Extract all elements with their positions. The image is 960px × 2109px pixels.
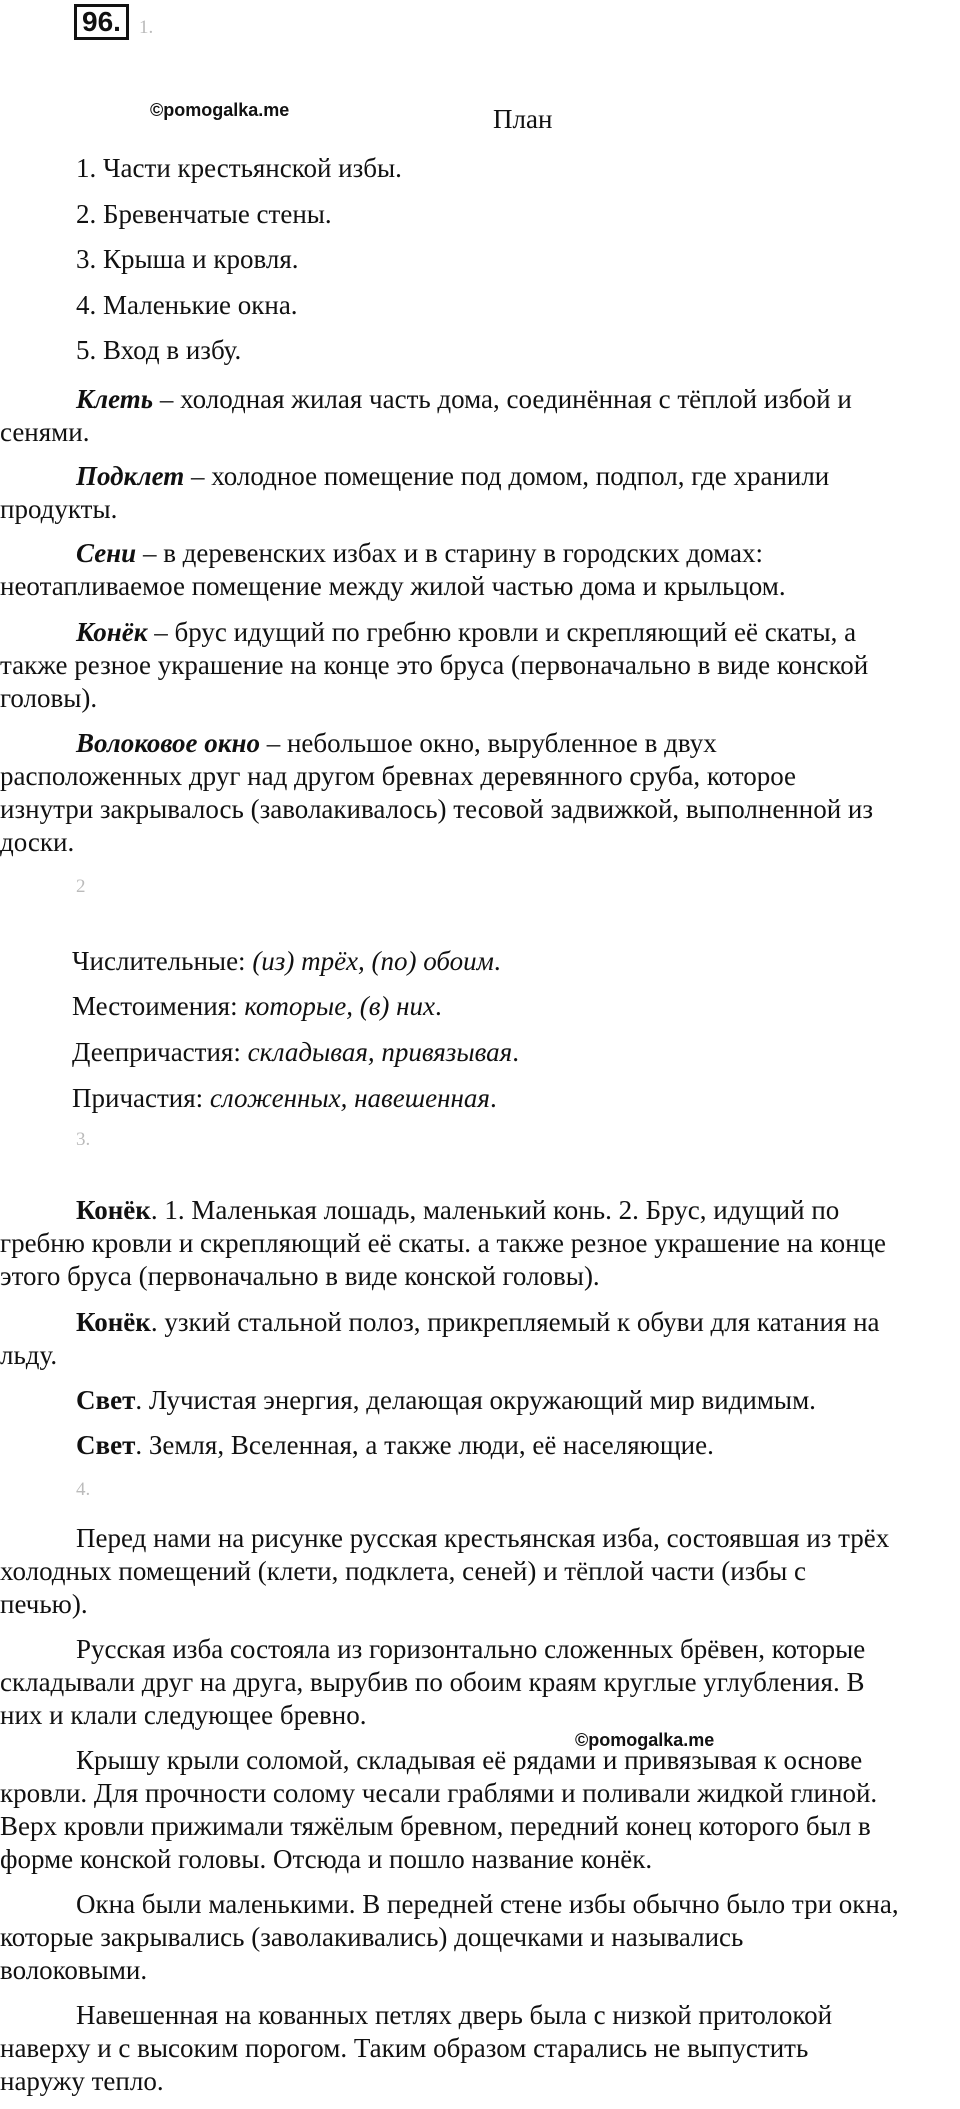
word-class-row [72, 990, 442, 1023]
definition-line [0, 493, 117, 526]
dictionary-word: Конёк [76, 1195, 151, 1225]
definition-term [76, 461, 184, 491]
paragraph-text: холодных помещений (клети, подклета, сеней) и тёплой части (избы с [0, 1556, 806, 1586]
word-class-label: Местоимения: [72, 991, 245, 1021]
definition-text: неотапливаемое помещение между жилой частью дома и крыльцом. [0, 571, 786, 601]
row-end: . [489, 1083, 497, 1113]
dictionary-word: Свет [76, 1385, 136, 1415]
section-4-label: 4. [76, 1479, 91, 1500]
definition-term [76, 728, 260, 758]
definition-line [76, 460, 829, 493]
definition-term [76, 538, 136, 568]
plan-item-text: 1. Части крестьянской избы. [76, 153, 402, 183]
paragraph-text: Перед нами на рисунке русская крестьянская изба, состоявшая из трёх [76, 1523, 890, 1553]
dictionary-line [0, 1227, 886, 1260]
definition-line [0, 760, 796, 793]
paragraph-line [76, 1999, 832, 2032]
word-class-row [72, 1082, 497, 1115]
definition-text: – холодное помещение под домом, подпол, где хранили [184, 461, 830, 491]
definition-text: изнутри закрывалось (заволакивалось) тесовой задвижкой, выполненной из [0, 794, 874, 824]
dictionary-line [76, 1306, 880, 1339]
definition-term-text: Подклет [76, 461, 185, 491]
dictionary-line [76, 1194, 839, 1227]
watermark: ©pomogalka.me [150, 100, 290, 120]
paragraph-text: волоковыми. [0, 1955, 148, 1985]
paragraph-text: Русская изба состояла из горизонтально сложенных брёвен, которые [76, 1634, 866, 1664]
definition-term-text: Сени [76, 538, 137, 568]
plan-item [76, 198, 332, 231]
definition-text: – в деревенских избах и в старину в городских домах: [136, 538, 764, 568]
word-class-row [72, 1036, 519, 1069]
dictionary-word: Свет [76, 1430, 136, 1460]
plan-item-text: 5. Вход в избу. [76, 335, 242, 365]
paragraph-text: печью). [0, 1589, 88, 1619]
dictionary-text: . Лучистая энергия, делающая окружающий мир видимым. [135, 1385, 816, 1415]
plan-item [76, 334, 241, 367]
dictionary-text: этого бруса (первоначально в виде конской головы). [0, 1261, 600, 1291]
paragraph-text: кровли. Для прочности солому чесали граблями и поливали жидкой глиной. [0, 1778, 878, 1808]
definition-line [0, 682, 97, 715]
definition-line [0, 649, 868, 682]
paragraph-line [0, 1777, 877, 1810]
definition-term-text: Волоковое окно [76, 728, 260, 758]
definition-text: также резное украшение на конце это бруса (первоначально в виде конской [0, 650, 869, 680]
plan-item [76, 243, 299, 276]
paragraph-text: форме конской головы. Отсюда и пошло название конёк. [0, 1844, 653, 1874]
dictionary-text: . узкий стальной полоз, прикрепляемый к обуви для катания на [150, 1307, 880, 1337]
exercise-number: 96. [74, 4, 129, 40]
plan-item [76, 289, 298, 322]
definition-text: – брус идущий по гребню кровли и скрепляющий её скаты, а [147, 617, 857, 647]
definition-text: расположенных друг над другом бревнах деревянного сруба, которое [0, 761, 797, 791]
section-number-4 [76, 1473, 90, 1506]
definition-term [76, 384, 153, 414]
paragraph-text: наверху и с высоким порогом. Таким образом старались не выпустить [0, 2033, 809, 2063]
section-number-1: 1. [138, 17, 154, 38]
definition-line [76, 616, 856, 649]
exercise-header [74, 4, 153, 40]
word-class-examples: которые, (в) них [244, 991, 436, 1021]
paragraph-line [0, 1954, 147, 1987]
dictionary-text: . Земля, Вселенная, а также люди, её населяющие. [135, 1430, 714, 1460]
row-end: . [512, 1037, 519, 1067]
paragraph-text: наружу тепло. [0, 2066, 164, 2096]
dictionary-text: . 1. Маленькая лошадь, маленький конь. 2. Брус, идущий по [150, 1195, 840, 1225]
paragraph-text: Крышу крыли соломой, складывая её рядами и привязывая к основе [76, 1745, 863, 1775]
dictionary-text: гребню кровли и скрепляющий её скаты. а также резное украшение на конце [0, 1228, 887, 1258]
word-class-label: Причастия: [72, 1083, 210, 1113]
paragraph-line [0, 1666, 864, 1699]
section-number-3 [76, 1123, 90, 1156]
paragraph-line [76, 1888, 899, 1921]
definition-term-text: Конёк [76, 617, 148, 647]
definition-term [76, 617, 147, 647]
paragraph-text: Навешенная на кованных петлях дверь была с низкой притолокой [76, 2000, 833, 2030]
dictionary-line [0, 1260, 600, 1293]
paragraph-text: них и клали следующее бревно. [0, 1700, 367, 1730]
word-class-examples: (из) трёх, (по) обоим [252, 946, 494, 976]
dictionary-text: льду. [0, 1340, 58, 1370]
definition-line [76, 537, 763, 570]
paragraph-line [0, 1555, 806, 1588]
paragraph-text: Окна были маленькими. В передней стене избы обычно было три окна, [76, 1889, 899, 1919]
plan-item-text: 3. Крыша и кровля. [76, 244, 299, 274]
definition-text: – небольшое окно, вырубленное в двух [259, 728, 717, 758]
paragraph-line [0, 1921, 743, 1954]
definition-line [0, 570, 786, 603]
plan-item-text: 2. Бревенчатые стены. [76, 199, 332, 229]
word-class-row [72, 945, 501, 978]
dictionary-line [76, 1384, 816, 1417]
paragraph-line [0, 1810, 871, 1843]
dictionary-line [0, 1339, 57, 1372]
paragraph-line [0, 2065, 164, 2098]
section-number-2 [76, 870, 86, 903]
plan-item [76, 152, 402, 185]
definition-text: сенями. [0, 417, 90, 447]
paragraph-line [76, 1522, 889, 1555]
paragraph-line [0, 1588, 88, 1621]
paragraph-text: которые закрывались (заволакивались) дощечками и назывались [0, 1922, 744, 1952]
row-end: . [435, 991, 442, 1021]
plan-item-text: 4. Маленькие окна. [76, 290, 298, 320]
dictionary-line [76, 1429, 714, 1462]
section-2-label: 2 [76, 876, 86, 897]
plan-title: План [493, 104, 553, 134]
definition-text: – холодная жилая часть дома, соединённая с тёплой избой и [153, 384, 852, 414]
definition-line [76, 727, 717, 760]
definition-text: продукты. [0, 494, 118, 524]
definition-line [76, 383, 852, 416]
section-3-label: 3. [76, 1129, 91, 1150]
paragraph-line [0, 2032, 808, 2065]
definition-text: доски. [0, 827, 75, 857]
paragraph-line [76, 1744, 862, 1777]
word-class-label: Деепричастия: [72, 1037, 248, 1067]
paragraph-text: Верх кровли прижимали тяжёлым бревном, передний конец которого был в [0, 1811, 871, 1841]
definition-text: головы). [0, 683, 98, 713]
word-class-examples: складывая, привязывая [247, 1037, 513, 1067]
watermark: ©pomogalka.me [575, 1730, 715, 1750]
definition-term-text: Клеть [76, 384, 154, 414]
paragraph-text: складывали друг на друга, вырубив по обоим краям круглые углубления. В [0, 1667, 865, 1697]
paragraph-line [76, 1633, 865, 1666]
paragraph-line [0, 1843, 652, 1876]
definition-line [0, 793, 873, 826]
word-class-examples: сложенных, навешенная [209, 1083, 490, 1113]
word-class-label: Числительные: [72, 946, 253, 976]
definition-line [0, 416, 89, 449]
row-end: . [493, 946, 501, 976]
definition-line [0, 826, 74, 859]
dictionary-word: Конёк [76, 1307, 151, 1337]
paragraph-line [0, 1699, 367, 1732]
